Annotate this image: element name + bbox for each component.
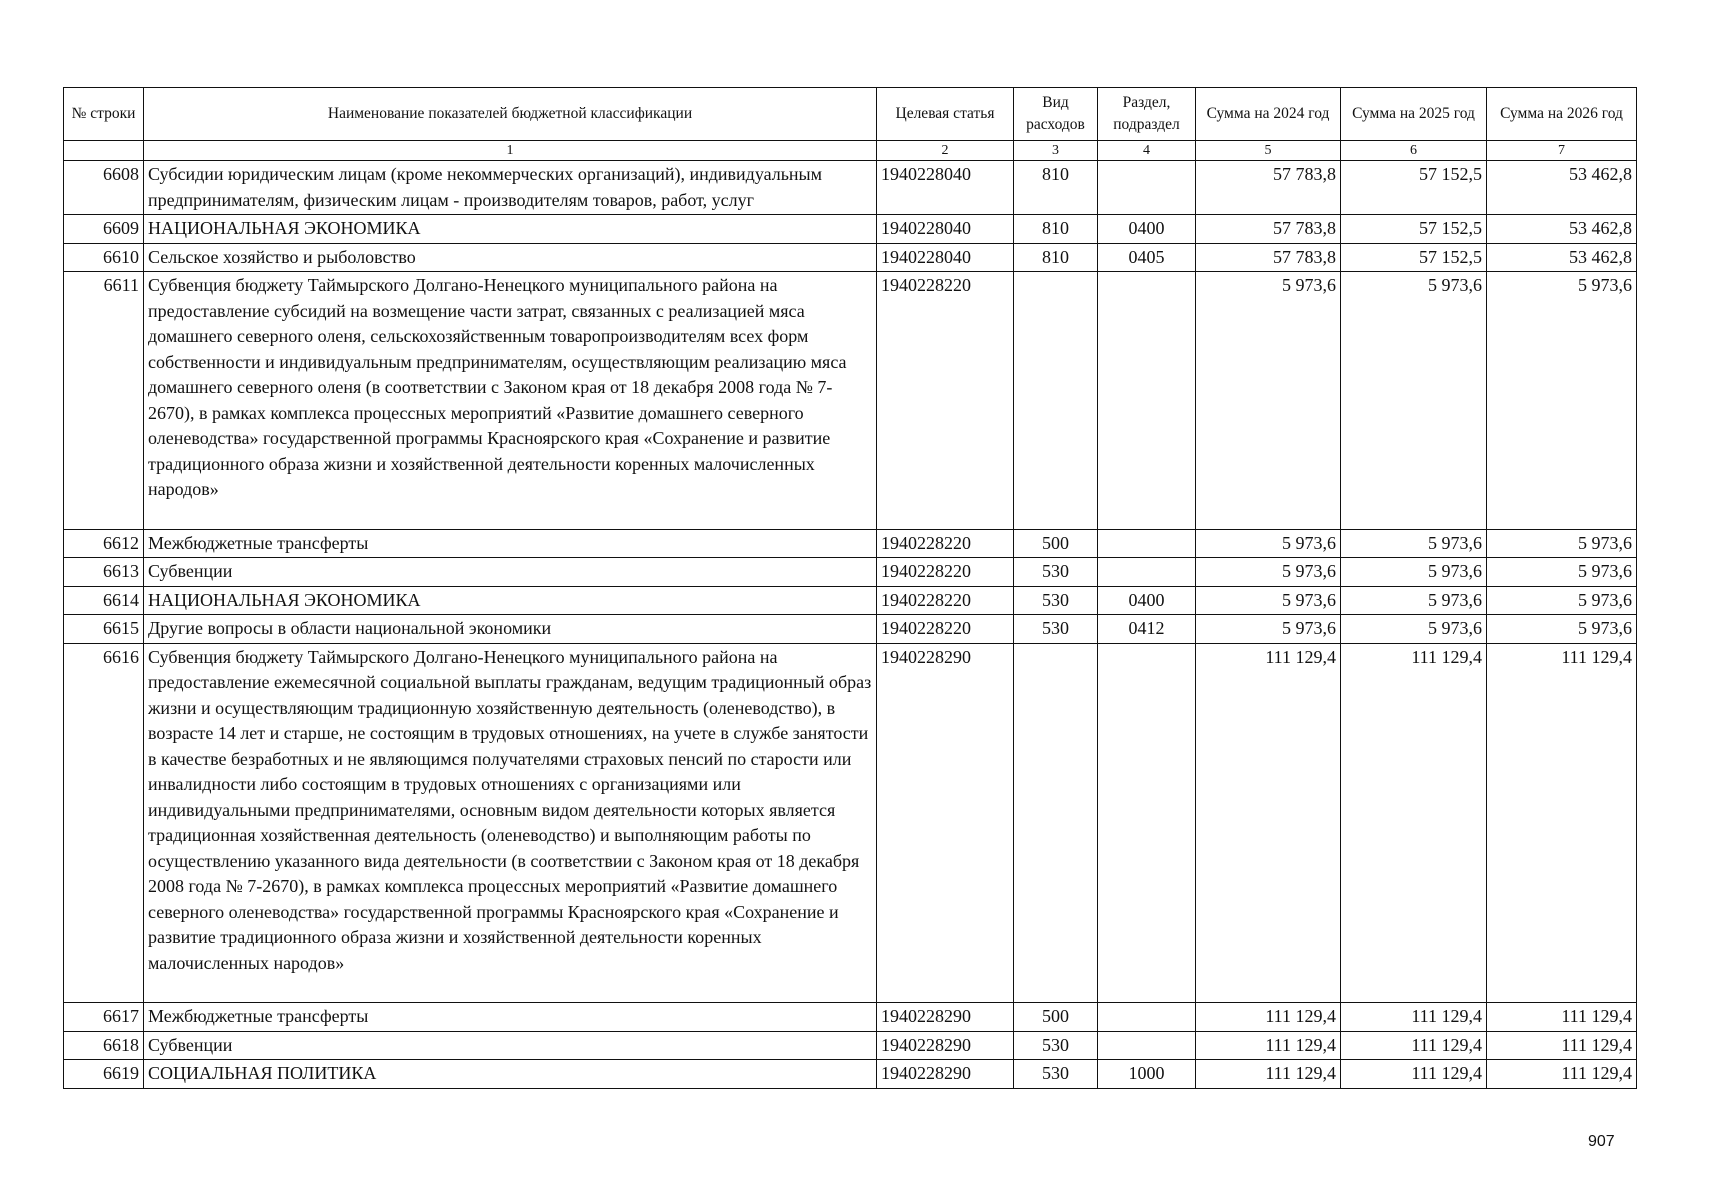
expense-type-cell: 530 <box>1014 558 1098 587</box>
name-cell: Сельское хозяйство и рыболовство <box>144 243 877 272</box>
table-row <box>64 615 1637 644</box>
name-cell: Межбюджетные трансферты <box>144 1003 877 1032</box>
sum-2024-cell: 5 973,6 <box>1196 529 1341 558</box>
column-number: 7 <box>1487 141 1637 161</box>
name-cell: Субвенция бюджету Таймырского Долгано-Ненецкого муниципального района на предоставление ежемесячной социальной выплаты гражданам, ведущим традиционный образ жизни и осуществляющим традиционную хозяйственную деятельность (оленеводство), в возрасте 14 лет и старше, не состоящим в трудовых отношениях, на учете в службе занятости в качестве безработных и не являющимся получателями страховых пенсий по старости или инвалидности либо состоящим в трудовых отношениях с организациями или индивидуальными предпринимателями, основным видом деятельности которых является традиционная хозяйственная деятельность (оленеводство) и выполняющим работы по осуществлению указанного вида деятельности (в соответствии с Законом края от 18 декабря 2008 года № 7-2670), в рамках комплекса процессных мероприятий «Развитие домашнего северного оленеводства» государственной программы Красноярского края «Сохранение и развитие традиционного образа жизни и хозяйственной деятельности коренных малочисленных народов» <box>144 643 877 1003</box>
header-target: Целевая статья <box>877 88 1014 141</box>
section-cell: 1000 <box>1098 1060 1196 1089</box>
sum-2025-cell: 57 152,5 <box>1341 215 1487 244</box>
section-cell <box>1098 161 1196 215</box>
sum-2026-cell: 5 973,6 <box>1487 272 1637 530</box>
budget-table <box>63 87 1637 1089</box>
sum-2026-cell: 5 973,6 <box>1487 586 1637 615</box>
sum-2026-cell: 53 462,8 <box>1487 215 1637 244</box>
table-row <box>64 1003 1637 1032</box>
name-cell: Другие вопросы в области национальной экономики <box>144 615 877 644</box>
row-number-cell: 6619 <box>64 1060 144 1089</box>
section-cell: 0405 <box>1098 243 1196 272</box>
expense-type-cell: 530 <box>1014 1060 1098 1089</box>
table-body <box>64 161 1637 1089</box>
sum-2025-cell: 5 973,6 <box>1341 615 1487 644</box>
expense-type-cell: 530 <box>1014 615 1098 644</box>
expense-type-cell: 530 <box>1014 586 1098 615</box>
name-cell: СОЦИАЛЬНАЯ ПОЛИТИКА <box>144 1060 877 1089</box>
expense-type-cell: 500 <box>1014 1003 1098 1032</box>
row-number-cell: 6615 <box>64 615 144 644</box>
table-row <box>64 558 1637 587</box>
row-number-cell: 6617 <box>64 1003 144 1032</box>
section-cell <box>1098 529 1196 558</box>
target-article-cell: 1940228290 <box>877 1003 1014 1032</box>
name-cell: НАЦИОНАЛЬНАЯ ЭКОНОМИКА <box>144 215 877 244</box>
row-number-cell: 6611 <box>64 272 144 530</box>
sum-2026-cell: 111 129,4 <box>1487 1060 1637 1089</box>
sum-2025-cell: 111 129,4 <box>1341 643 1487 1003</box>
sum-2024-cell: 5 973,6 <box>1196 586 1341 615</box>
column-number: 4 <box>1098 141 1196 161</box>
section-cell <box>1098 558 1196 587</box>
sum-2026-cell: 111 129,4 <box>1487 1031 1637 1060</box>
table-row <box>64 529 1637 558</box>
row-number-cell: 6614 <box>64 586 144 615</box>
name-cell: Субсидии юридическим лицам (кроме некоммерческих организаций), индивидуальным предпринимателям, физическим лицам - производителям товаров, работ, услуг <box>144 161 877 215</box>
sum-2025-cell: 5 973,6 <box>1341 586 1487 615</box>
page-number: 907 <box>1588 1133 1615 1150</box>
target-article-cell: 1940228290 <box>877 1031 1014 1060</box>
section-cell: 0412 <box>1098 615 1196 644</box>
expense-type-cell: 810 <box>1014 243 1098 272</box>
sum-2025-cell: 111 129,4 <box>1341 1003 1487 1032</box>
table-header <box>64 88 1637 161</box>
sum-2024-cell: 57 783,8 <box>1196 161 1341 215</box>
target-article-cell: 1940228040 <box>877 215 1014 244</box>
section-cell: 0400 <box>1098 215 1196 244</box>
table-row <box>64 1031 1637 1060</box>
sum-2025-cell: 57 152,5 <box>1341 161 1487 215</box>
column-number: 1 <box>144 141 877 161</box>
row-number-cell: 6616 <box>64 643 144 1003</box>
sum-2026-cell: 53 462,8 <box>1487 161 1637 215</box>
sum-2026-cell: 111 129,4 <box>1487 1003 1637 1032</box>
section-cell <box>1098 643 1196 1003</box>
table-row <box>64 586 1637 615</box>
header-sum-2024: Сумма на 2024 год <box>1196 88 1341 141</box>
target-article-cell: 1940228220 <box>877 529 1014 558</box>
target-article-cell: 1940228290 <box>877 643 1014 1003</box>
sum-2026-cell: 5 973,6 <box>1487 529 1637 558</box>
sum-2025-cell: 111 129,4 <box>1341 1031 1487 1060</box>
header-sum-2026: Сумма на 2026 год <box>1487 88 1637 141</box>
sum-2026-cell: 5 973,6 <box>1487 615 1637 644</box>
name-cell: НАЦИОНАЛЬНАЯ ЭКОНОМИКА <box>144 586 877 615</box>
header-vid: Вид расходов <box>1014 88 1098 141</box>
target-article-cell: 1940228220 <box>877 615 1014 644</box>
section-cell <box>1098 1031 1196 1060</box>
name-cell: Субвенции <box>144 1031 877 1060</box>
row-number-cell: 6612 <box>64 529 144 558</box>
name-cell: Межбюджетные трансферты <box>144 529 877 558</box>
expense-type-cell: 810 <box>1014 215 1098 244</box>
sum-2026-cell: 5 973,6 <box>1487 558 1637 587</box>
column-number: 6 <box>1341 141 1487 161</box>
sum-2025-cell: 57 152,5 <box>1341 243 1487 272</box>
header-row-no: № строки <box>64 88 144 141</box>
expense-type-cell: 500 <box>1014 529 1098 558</box>
row-number-cell: 6613 <box>64 558 144 587</box>
table-row <box>64 1060 1637 1089</box>
section-cell: 0400 <box>1098 586 1196 615</box>
name-cell: Субвенции <box>144 558 877 587</box>
section-cell <box>1098 1003 1196 1032</box>
row-number-cell: 6609 <box>64 215 144 244</box>
expense-type-cell: 530 <box>1014 1031 1098 1060</box>
row-number-cell: 6618 <box>64 1031 144 1060</box>
sum-2024-cell: 111 129,4 <box>1196 1060 1341 1089</box>
table-row <box>64 272 1637 530</box>
sum-2026-cell: 53 462,8 <box>1487 243 1637 272</box>
row-number-cell: 6608 <box>64 161 144 215</box>
sum-2025-cell: 5 973,6 <box>1341 272 1487 530</box>
target-article-cell: 1940228220 <box>877 558 1014 587</box>
sum-2026-cell: 111 129,4 <box>1487 643 1637 1003</box>
sum-2024-cell: 57 783,8 <box>1196 215 1341 244</box>
header-razdel: Раздел, подраздел <box>1098 88 1196 141</box>
sum-2025-cell: 111 129,4 <box>1341 1060 1487 1089</box>
expense-type-cell: 810 <box>1014 161 1098 215</box>
target-article-cell: 1940228040 <box>877 243 1014 272</box>
column-number: 2 <box>877 141 1014 161</box>
sum-2025-cell: 5 973,6 <box>1341 558 1487 587</box>
target-article-cell: 1940228220 <box>877 272 1014 530</box>
column-number: 3 <box>1014 141 1098 161</box>
sum-2024-cell: 5 973,6 <box>1196 615 1341 644</box>
table-row <box>64 243 1637 272</box>
table-row <box>64 643 1637 1003</box>
column-number-row <box>64 141 1637 161</box>
name-cell: Субвенция бюджету Таймырского Долгано-Ненецкого муниципального района на предоставление субсидий на возмещение части затрат, связанных с реализацией мяса домашнего северного оленя, сельскохозяйственным товаропроизводителям всех форм собственности и индивидуальным предпринимателям, осуществляющим реализацию мяса домашнего северного оленя (в соответствии с Законом края от 18 декабря 2008 года № 7-2670), в рамках комплекса процессных мероприятий «Развитие домашнего северного оленеводства» государственной программы Красноярского края «Сохранение и развитие традиционного образа жизни и хозяйственной деятельности коренных малочисленных народов» <box>144 272 877 530</box>
sum-2024-cell: 111 129,4 <box>1196 1003 1341 1032</box>
column-number: 5 <box>1196 141 1341 161</box>
section-cell <box>1098 272 1196 530</box>
sum-2025-cell: 5 973,6 <box>1341 529 1487 558</box>
table-row <box>64 215 1637 244</box>
sum-2024-cell: 111 129,4 <box>1196 1031 1341 1060</box>
target-article-cell: 1940228220 <box>877 586 1014 615</box>
sum-2024-cell: 111 129,4 <box>1196 643 1341 1003</box>
target-article-cell: 1940228290 <box>877 1060 1014 1089</box>
column-number <box>64 141 144 161</box>
table-row <box>64 161 1637 215</box>
expense-type-cell <box>1014 643 1098 1003</box>
sum-2024-cell: 57 783,8 <box>1196 243 1341 272</box>
expense-type-cell <box>1014 272 1098 530</box>
header-name: Наименование показателей бюджетной классификации <box>144 88 877 141</box>
sum-2024-cell: 5 973,6 <box>1196 558 1341 587</box>
target-article-cell: 1940228040 <box>877 161 1014 215</box>
row-number-cell: 6610 <box>64 243 144 272</box>
sum-2024-cell: 5 973,6 <box>1196 272 1341 530</box>
header-sum-2025: Сумма на 2025 год <box>1341 88 1487 141</box>
